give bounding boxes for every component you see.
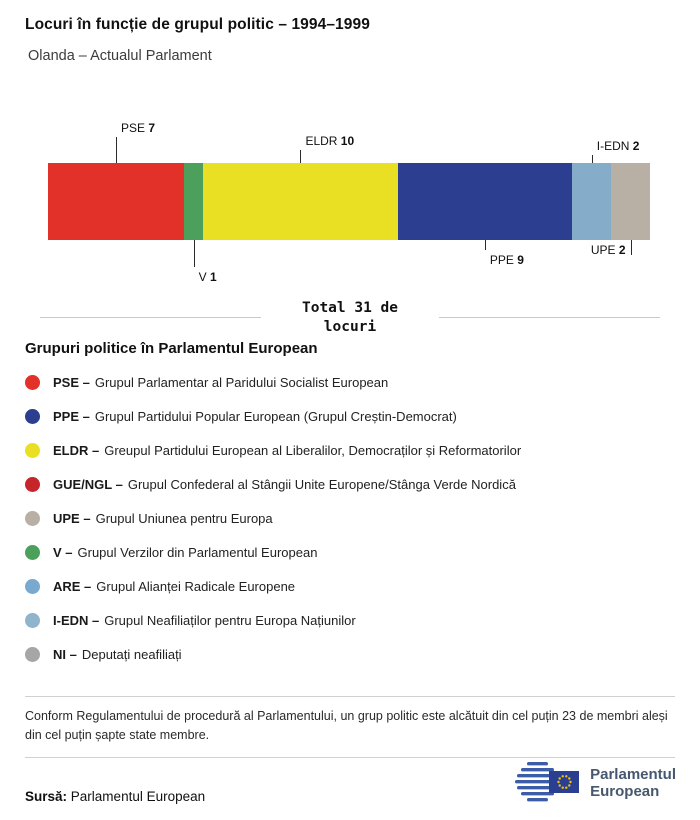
group-abbr: ELDR – bbox=[53, 442, 100, 458]
bar-segment-eldr[interactable] bbox=[203, 163, 397, 240]
legend-list bbox=[25, 365, 521, 671]
divider-source bbox=[25, 757, 675, 758]
group-abbr: V – bbox=[53, 544, 73, 560]
group-color-dot bbox=[25, 511, 40, 526]
bar-segment-upe[interactable] bbox=[611, 163, 650, 240]
total-seats-label: Total 31 de locuri bbox=[301, 300, 399, 335]
callout-label-upe: UPE 2 bbox=[590, 243, 626, 257]
callout-line-eldr bbox=[300, 150, 301, 163]
group-abbr: PSE – bbox=[53, 374, 90, 390]
callout-label-pse: PSE 7 bbox=[120, 121, 155, 135]
group-color-dot bbox=[25, 443, 40, 458]
callout-label-ppe: PPE 9 bbox=[489, 253, 524, 267]
page-title: Locuri în funcție de grupul politic – 1994–1999 bbox=[25, 16, 370, 33]
group-desc: Grupul Parlamentar al Paridului Socialist European bbox=[94, 374, 389, 390]
total-divider-right bbox=[439, 317, 660, 318]
stacked-bar bbox=[48, 163, 650, 240]
ep-logo bbox=[512, 760, 676, 806]
callout-line-ppe bbox=[485, 240, 486, 250]
legend-item-are bbox=[25, 569, 521, 603]
group-desc: Grupul Confederal al Stângii Unite Europene/Stânga Verde Nordică bbox=[127, 476, 516, 492]
group-color-dot bbox=[25, 477, 40, 492]
bar-segment-v[interactable] bbox=[184, 163, 203, 240]
callout-line-upe bbox=[631, 240, 632, 255]
legend-item-ni bbox=[25, 637, 521, 671]
legend-item-upe bbox=[25, 501, 521, 535]
group-abbr: ARE – bbox=[53, 578, 92, 594]
group-abbr: PPE – bbox=[53, 408, 90, 424]
group-desc: Grupul Neafiliaților pentru Europa Națiunilor bbox=[104, 612, 356, 628]
callout-line-i-edn bbox=[592, 155, 593, 163]
callout-label-v: V 1 bbox=[198, 270, 217, 284]
ep-logo-line2: European bbox=[590, 783, 660, 800]
group-desc: Grupul Partidului Popular European (Grupul Creștin-Democrat) bbox=[94, 408, 457, 424]
source-line bbox=[25, 789, 205, 804]
ep-logo-line1: Parlamentul bbox=[590, 766, 676, 783]
group-abbr: NI – bbox=[53, 646, 77, 662]
legend-heading: Grupuri politice în Parlamentul European bbox=[25, 340, 318, 357]
bar-segment-i-edn[interactable] bbox=[572, 163, 611, 240]
callout-line-pse bbox=[116, 137, 117, 163]
group-color-dot bbox=[25, 647, 40, 662]
bar-segment-ppe[interactable] bbox=[398, 163, 573, 240]
source-value: Parlamentul European bbox=[70, 789, 206, 804]
legend-item-guengl bbox=[25, 467, 521, 501]
callout-line-v bbox=[194, 240, 195, 267]
ep-logo-text bbox=[590, 766, 676, 800]
group-color-dot bbox=[25, 375, 40, 390]
seat-chart bbox=[48, 88, 650, 318]
group-desc: Grupul Uniunea pentru Europa bbox=[95, 510, 273, 526]
legend-item-eldr bbox=[25, 433, 521, 467]
ep-logo-icon bbox=[512, 760, 582, 806]
group-color-dot bbox=[25, 613, 40, 628]
page-subtitle: Olanda – Actualul Parlament bbox=[28, 48, 212, 64]
legend-item-pse bbox=[25, 365, 521, 399]
group-color-dot bbox=[25, 545, 40, 560]
callout-label-eldr: ELDR 10 bbox=[305, 134, 355, 148]
source-label: Sursă: bbox=[25, 789, 68, 804]
group-color-dot bbox=[25, 409, 40, 424]
callout-label-i-edn: I-EDN 2 bbox=[596, 139, 640, 153]
legend-item-ppe bbox=[25, 399, 521, 433]
group-abbr: GUE/NGL – bbox=[53, 476, 123, 492]
group-color-dot bbox=[25, 579, 40, 594]
legend-item-iedn bbox=[25, 603, 521, 637]
group-abbr: I-EDN – bbox=[53, 612, 100, 628]
legend-item-v bbox=[25, 535, 521, 569]
group-desc: Grupul Verzilor din Parlamentul European bbox=[77, 544, 318, 560]
group-desc: Greupul Partidului European al Liberalilor, Democraților și Reformatorilor bbox=[104, 442, 522, 458]
bar-segment-pse[interactable] bbox=[48, 163, 184, 240]
total-row bbox=[40, 299, 660, 337]
group-desc: Grupul Alianței Radicale Europene bbox=[96, 578, 296, 594]
footnote: Conform Regulamentului de procedură al Parlamentului, un grup politic este alcătuit din cel puțin 23 de membri aleși din cel puțin șapte state membre. bbox=[25, 709, 668, 743]
group-abbr: UPE – bbox=[53, 510, 91, 526]
total-divider-left bbox=[40, 317, 261, 318]
group-desc: Deputați neafiliați bbox=[81, 646, 182, 662]
divider-footnote bbox=[25, 696, 675, 697]
